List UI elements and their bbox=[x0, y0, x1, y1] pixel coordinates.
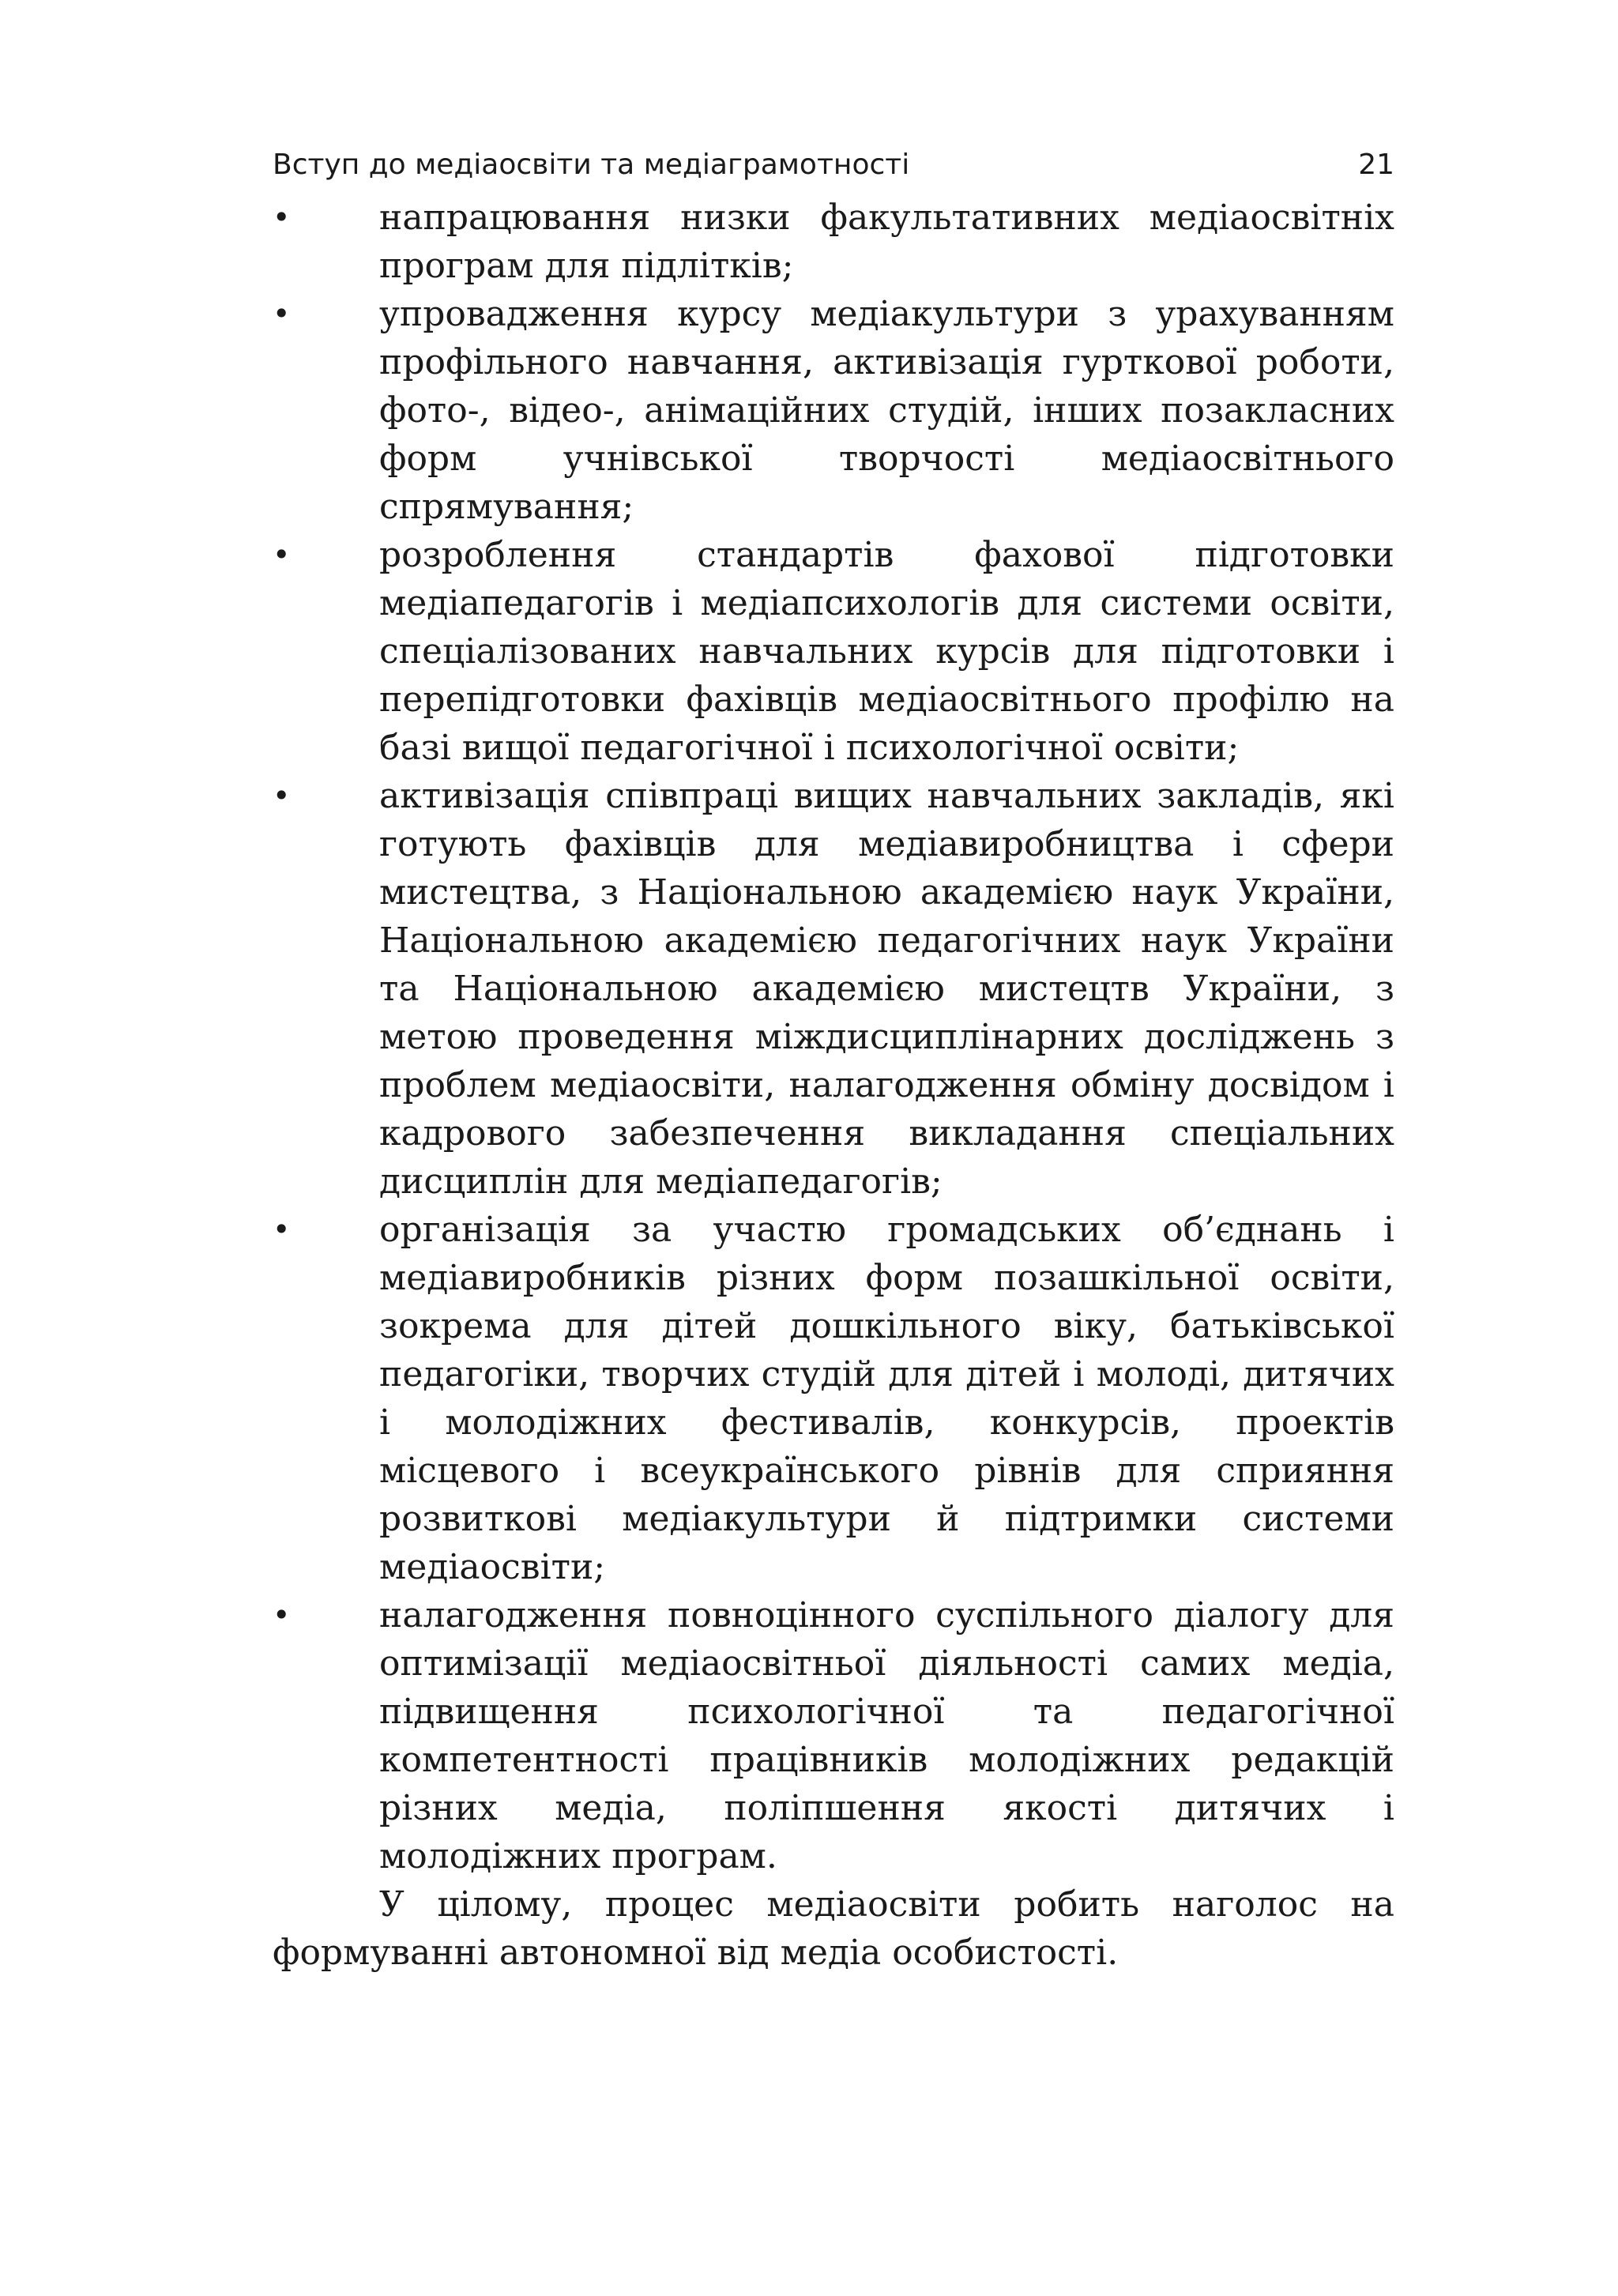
bullet-icon: • bbox=[273, 1212, 291, 1247]
list-item-text: активізація співпраці вищих навчальних закладів, які готують фахівців для медіавиробництва і сфери мистецтва, з Національною академією наук України, Національною академією педагогічних наук України та Національною академією мистецтв України, з метою проведення міждисциплінарних досліджень з проблем медіаосвіти, налагодження обміну досвідом і кадрового забезпечення викладання спеціальних дисциплін для медіапедагогів; bbox=[379, 776, 1394, 1202]
list-item bbox=[273, 531, 1394, 772]
list-item-text: напрацювання низки факультативних медіаосвітніх програм для підлітків; bbox=[379, 198, 1394, 286]
list-item bbox=[273, 1591, 1394, 1880]
closing-paragraph: У цілому, процес медіаосвіти робить наголос на формуванні автономної від медіа особистості. bbox=[273, 1884, 1394, 1973]
list-item bbox=[273, 1206, 1394, 1591]
bullet-icon: • bbox=[273, 778, 291, 813]
bullet-list bbox=[273, 194, 1394, 1880]
page-number: 21 bbox=[1358, 149, 1394, 181]
list-item-text: налагодження повноцінного суспільного діалогу для оптимізації медіаосвітньої діяльності самих медіа, підвищення психологічної та педагогічної компетентності працівників молодіжних редакцій різних медіа, поліпшення якості дитячих і молодіжних програм. bbox=[379, 1595, 1394, 1876]
body-text bbox=[273, 194, 1394, 1977]
book-page bbox=[273, 146, 1394, 1977]
list-item bbox=[273, 772, 1394, 1206]
list-item-text: упровадження курсу медіакультури з урахуванням профільного навчання, активізація гурткової роботи, фото-, відео-, анімаційних студій, інших позакласних форм учнівської творчості медіаосвітнього спрямування; bbox=[379, 294, 1394, 527]
header-title: Вступ до медіаосвіти та медіаграмотності bbox=[273, 149, 910, 181]
list-item-text: розроблення стандартів фахової підготовки медіапедагогів і медіапсихологів для системи освіти, спеціалізованих навчальних курсів для підготовки і перепідготовки фахівців медіаосвітнього профілю на базі вищої педагогічної і психологічної освіти; bbox=[379, 535, 1394, 768]
bullet-icon: • bbox=[273, 537, 291, 572]
bullet-icon: • bbox=[273, 200, 291, 235]
list-item-text: організація за участю громадських об’єднань і медіавиробників різних форм позашкільної освіти, зокрема для дітей дошкільного віку, батьківської педагогіки, творчих студій для дітей і молоді, дитячих і молодіжних фестивалів, конкурсів, проектів місцевого і всеукраїнського рівнів для сприяння розвиткові медіакультури й підтримки системи медіаосвіти; bbox=[379, 1210, 1394, 1587]
bullet-icon: • bbox=[273, 296, 291, 331]
list-item bbox=[273, 290, 1394, 531]
list-item bbox=[273, 194, 1394, 290]
running-header bbox=[273, 146, 1394, 194]
bullet-icon: • bbox=[273, 1598, 291, 1632]
